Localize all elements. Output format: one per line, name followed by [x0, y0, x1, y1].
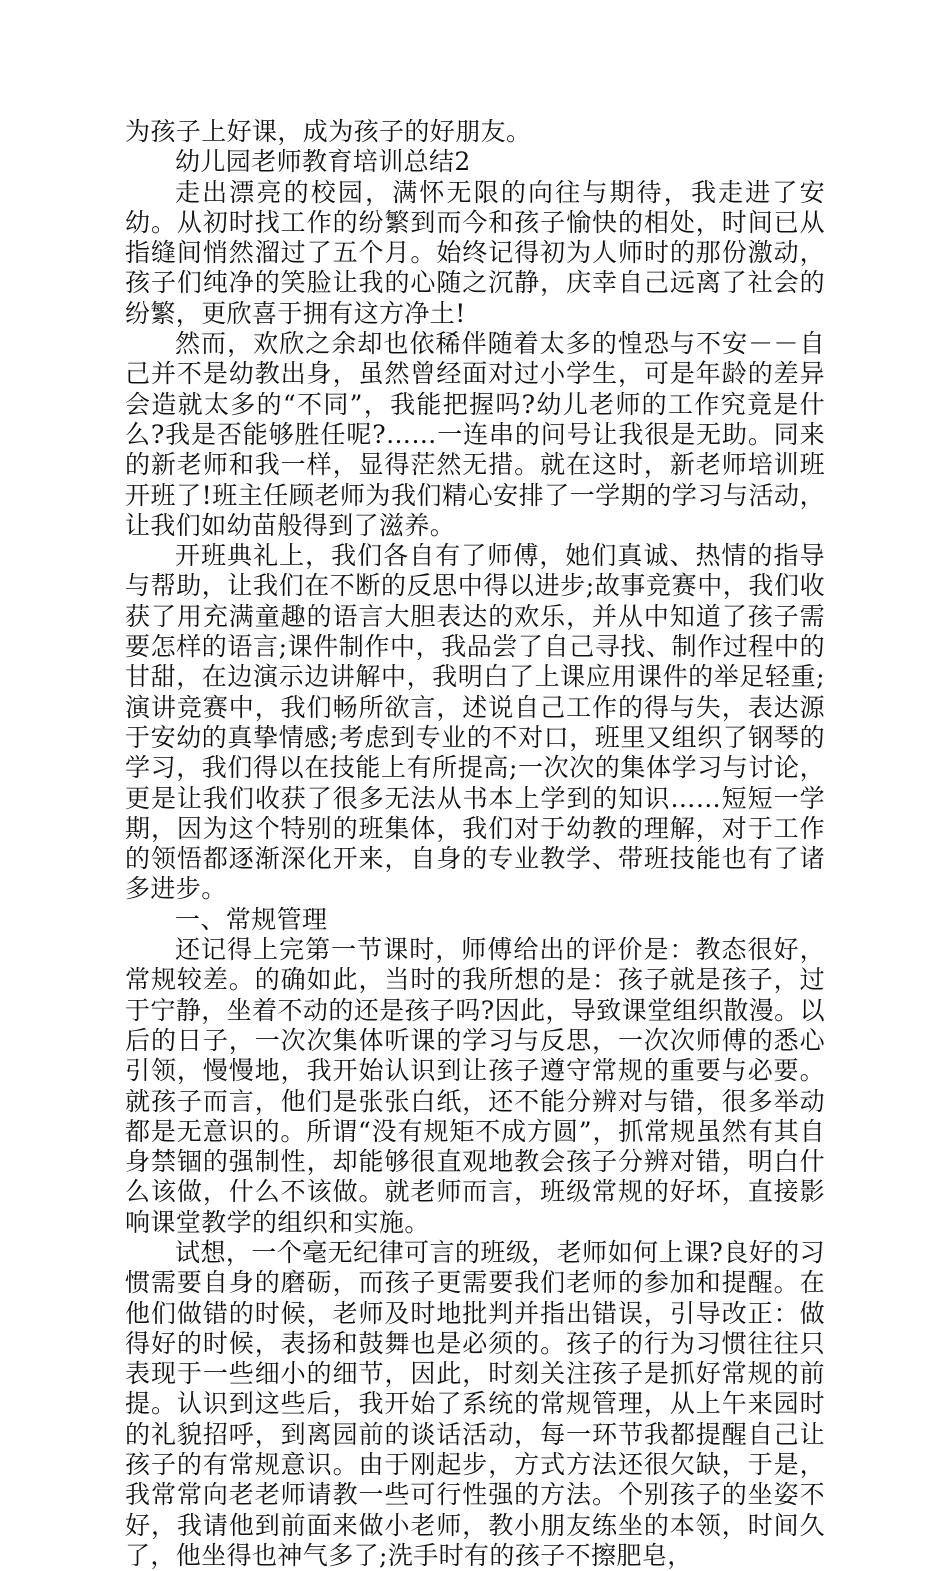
paragraph: 走出漂亮的校园，满怀无限的向往与期待，我走进了安幼。从初时找工作的纷繁到而今和孩子愉快的相处，时间已从指缝间悄然溜过了五个月。始终记得初为人师时的那份激动，孩子们纯净的笑脸让我的心随之沉静，庆幸自己远离了社会的纷繁，更欣喜于拥有这方净土! — [125, 177, 825, 328]
section-heading-routine-management: 一、常规管理 — [175, 904, 328, 934]
paragraph-continued: 为孩子上好课，成为孩子的好朋友。 — [125, 117, 532, 146]
paragraph: 试想，一个毫无纪律可言的班级，老师如何上课?良好的习惯需要自身的磨砺，而孩子更需要我们老师的参加和提醒。在他们做错的时候，老师及时地批判并指出错误，引导改正：做得好的时候，表扬和鼓舞也是必须的。孩子的行为习惯往往只表现于一些细小的细节，因此，时刻关注孩子是抓好常规的前提。认识到这些后，我开始了系统的常规管理，从上午来园时的礼貌招呼，到离园前的谈话活动，每一环节我都提醒自己让孩子的有常规意识。由于刚起步，方式方法还很欠缺，于是，我常常向老老师请教一些可行性强的方法。个别孩子的坐姿不好，我请他到前面来做小老师，教小朋友练坐的本领，时间久了，他坐得也神气多了;洗手时有的孩子不擦肥皂， — [125, 1237, 825, 1570]
paragraph: 然而，欢欣之余却也依稀伴随着太多的惶恐与不安－－自己并不是幼教出身，虽然曾经面对过小学生，可是年龄的差异会造就太多的“不同”，我能把握吗?幼儿老师的工作究竟是什么?我是否能够胜任呢?……一连串的问号让我很是无助。同来的新老师和我一样，显得茫然无措。就在这时，新老师培训班开班了!班主任顾老师为我们精心安排了一学期的学习与活动，让我们如幼苗般得到了滋养。 — [125, 329, 825, 540]
paragraph: 还记得上完第一节课时，师傅给出的评价是：教态很好，常规较差。的确如此，当时的我所想的是：孩子就是孩子，过于宁静，坐着不动的还是孩子吗?因此，导致课堂组织散漫。以后的日子，一次次集体听课的学习与反思，一次次师傅的悉心引领，慢慢地，我开始认识到让孩子遵守常规的重要与必要。就孩子而言，他们是张张白纸，还不能分辨对与错，很多举动都是无意识的。所谓“没有规矩不成方圆”，抓常规虽然有其自身禁锢的强制性，却能够很直观地教会孩子分辨对错，明白什么该做，什么不该做。就老师而言，班级常规的好坏，直接影响课堂教学的组织和实施。 — [125, 935, 825, 1237]
section-title: 幼儿园老师教育培训总结2 — [175, 147, 471, 177]
paragraph: 开班典礼上，我们各自有了师傅，她们真诚、热情的指导与帮助，让我们在不断的反思中得以进步;故事竞赛中，我们收获了用充满童趣的语言大胆表达的欢乐，并从中知道了孩子需要怎样的语言;课件制作中，我品尝了自己寻找、制作过程中的甘甜，在边演示边讲解中，我明白了上课应用课件的举足轻重;演讲竞赛中，我们畅所欲言，述说自己工作的得与失，表达源于安幼的真挚情感;考虑到专业的不对口，班里又组织了钢琴的学习，我们得以在技能上有所提高;一次次的集体学习与讨论，更是让我们收获了很多无法从书本上学到的知识……短短一学期，因为这个特别的班集体，我们对于幼教的理解，对于工作的领悟都逐渐深化开来，自身的专业教学、带班技能也有了诸多进步。 — [125, 541, 825, 904]
document-body — [125, 117, 825, 1571]
